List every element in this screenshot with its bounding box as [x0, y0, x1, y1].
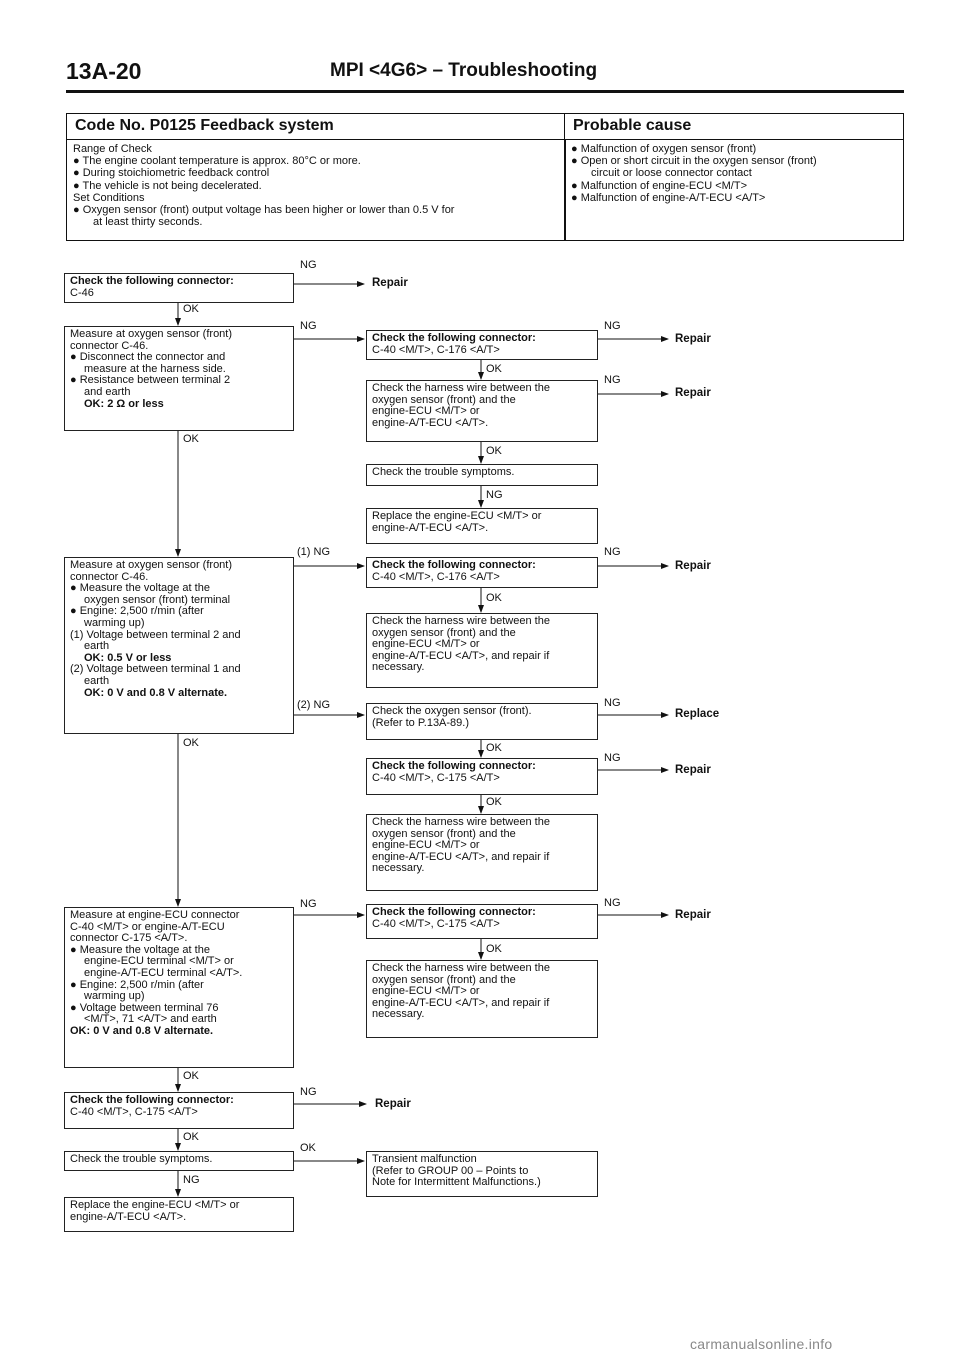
check-harness-wire-box — [366, 380, 598, 442]
check-trouble-symptoms-box — [64, 1151, 294, 1171]
box-line: engine-A/T-ECU <A/T>, and repair if — [372, 996, 550, 1009]
check-connector-c40-c176-box — [366, 557, 598, 588]
check-connector-c40-c175-box — [366, 904, 598, 939]
box-line: Check the following connector: — [372, 906, 536, 918]
ng-label: NG — [300, 1086, 317, 1098]
box-line: ● Resistance between terminal 2 — [70, 374, 231, 387]
box-line: engine-ECU <M/T> or — [372, 405, 480, 418]
measure-resistance-box — [64, 326, 294, 431]
box-line: Check the trouble symptoms. — [372, 466, 515, 478]
box-line: (1) Voltage between terminal 2 and — [70, 628, 241, 641]
box-line: Check the harness wire between the — [372, 615, 550, 627]
box-line: oxygen sensor (front) and the — [372, 626, 516, 639]
info-line: ● The engine coolant temperature is approx. 80°C or more. — [73, 155, 361, 168]
info-line: ● Malfunction of oxygen sensor (front) — [571, 143, 757, 155]
box-line: Transient malfunction — [372, 1153, 477, 1165]
box-line: C-40 <M/T>, C-176 <A/T> — [372, 570, 500, 583]
ok-label: OK — [486, 742, 502, 754]
info-line: ● The vehicle is not being decelerated. — [73, 179, 262, 192]
box-line: Replace the engine-ECU <M/T> or — [70, 1199, 240, 1211]
info-line: ● Open or short circuit in the oxygen sensor (front) — [571, 155, 817, 168]
ok-label: OK — [486, 796, 502, 808]
ng-label: NG — [300, 898, 317, 910]
box-line: Check the following connector: — [70, 1094, 234, 1106]
info-line: ● Malfunction of engine-A/T-ECU <A/T> — [571, 191, 766, 204]
replace-ecu-box — [64, 1197, 294, 1232]
check-trouble-symptoms-box — [366, 464, 598, 486]
check-connector-c40-c175-box — [366, 758, 598, 795]
ng-label: NG — [604, 320, 621, 332]
ok-label: OK — [300, 1142, 316, 1154]
box-line: OK: 0.5 V or less — [84, 651, 172, 664]
ok-label: OK — [486, 363, 502, 375]
ok-label: OK — [486, 943, 502, 955]
box-line: engine-ECU <M/T> or — [372, 638, 480, 651]
box-line: C-40 <M/T>, C-175 <A/T> — [372, 771, 500, 784]
box-line: connector C-46. — [70, 339, 149, 352]
probable-cause-title: Probable cause — [565, 114, 903, 140]
box-line: earth — [84, 674, 110, 687]
box-line: Measure at oxygen sensor (front) — [70, 328, 233, 340]
check-connector-c40-c176-box — [366, 330, 598, 360]
box-line: (Refer to P.13A-89.) — [372, 716, 470, 729]
page-title: MPI <4G6> – Troubleshooting — [330, 60, 598, 81]
ok-label: OK — [183, 433, 199, 445]
box-line: warming up) — [84, 616, 145, 629]
box-line: and earth — [84, 385, 131, 398]
box-line: Measure at oxygen sensor (front) — [70, 559, 233, 571]
repair-action: Repair — [675, 764, 711, 776]
watermark: carmanualsonline.info — [690, 1336, 833, 1352]
measure-voltage-sensor-box — [64, 557, 294, 734]
check-harness-wire-box — [366, 814, 598, 891]
ng-label: NG — [486, 489, 503, 501]
code-title: Code No. P0125 Feedback system — [67, 114, 565, 140]
ng-label: NG — [604, 752, 621, 764]
box-line: engine-ECU terminal <M/T> or — [84, 955, 234, 968]
box-line: Measure at engine-ECU connector — [70, 909, 240, 921]
ng-label: (1) NG — [297, 546, 330, 558]
box-line: connector C-175 <A/T>. — [70, 932, 188, 945]
box-line: engine-A/T-ECU <A/T>. — [372, 416, 489, 429]
box-line: OK: 2 Ω or less — [84, 397, 164, 410]
info-line: ● Malfunction of engine-ECU <M/T> — [571, 179, 747, 192]
check-oxygen-sensor-box — [366, 703, 598, 740]
ng-label: NG — [604, 374, 621, 386]
info-line: at least thirty seconds. — [93, 216, 203, 229]
box-line: Check the harness wire between the — [372, 962, 550, 974]
ok-label: OK — [486, 592, 502, 604]
box-line: Check the oxygen sensor (front). — [372, 705, 532, 717]
ng-label: NG — [183, 1174, 200, 1186]
box-line: ● Voltage between terminal 76 — [70, 1001, 219, 1014]
ok-label: OK — [183, 1070, 199, 1082]
box-line: oxygen sensor (front) and the — [372, 827, 516, 840]
info-line: Set Conditions — [73, 191, 145, 204]
repair-action: Repair — [675, 909, 711, 921]
ng-label: NG — [604, 546, 621, 558]
box-line: necessary. — [372, 661, 425, 674]
box-line: engine-A/T-ECU <A/T>, and repair if — [372, 649, 550, 662]
box-line: earth — [84, 640, 110, 653]
box-line: Replace the engine-ECU <M/T> or — [372, 510, 542, 522]
info-line: ● During stoichiometric feedback control — [73, 167, 270, 180]
box-line: connector C-46. — [70, 570, 149, 583]
box-line: engine-A/T-ECU <A/T>, and repair if — [372, 850, 550, 863]
box-line: engine-A/T-ECU terminal <A/T>. — [84, 966, 243, 979]
box-line: ● Measure the voltage at the — [70, 943, 210, 956]
box-line: (Refer to GROUP 00 – Points to — [372, 1164, 529, 1177]
box-line: ● Engine: 2,500 r/min (after — [70, 605, 204, 618]
repair-action: Repair — [675, 560, 711, 572]
box-line: <M/T>, 71 <A/T> and earth — [84, 1013, 217, 1026]
check-harness-wire-box — [366, 960, 598, 1038]
check-harness-wire-box — [366, 613, 598, 688]
ng-label: NG — [604, 697, 621, 709]
info-line: circuit or loose connector contact — [591, 167, 752, 180]
ok-label: OK — [183, 303, 199, 315]
ng-label: NG — [604, 897, 621, 909]
box-line: ● Measure the voltage at the — [70, 582, 210, 595]
transient-malfunction-box — [366, 1151, 598, 1197]
replace-action: Replace — [675, 708, 720, 720]
ok-label: OK — [486, 445, 502, 457]
box-line: Check the harness wire between the — [372, 816, 550, 828]
box-line: engine-A/T-ECU <A/T>. — [372, 521, 489, 534]
box-line: necessary. — [372, 862, 425, 875]
repair-action: Repair — [675, 387, 711, 399]
box-line: ● Disconnect the connector and — [70, 351, 226, 364]
ng-label: (2) NG — [297, 699, 330, 711]
box-line: OK: 0 V and 0.8 V alternate. — [84, 686, 228, 699]
ok-label: OK — [183, 737, 199, 749]
box-line: engine-A/T-ECU <A/T>. — [70, 1210, 187, 1223]
box-line: C-46 — [70, 286, 94, 299]
box-line: warming up) — [84, 990, 145, 1003]
box-line: Check the following connector: — [372, 559, 536, 571]
box-line: Check the following connector: — [372, 332, 536, 344]
repair-action: Repair — [675, 333, 711, 345]
box-line: Check the following connector: — [70, 275, 234, 287]
box-line: oxygen sensor (front) and the — [372, 973, 516, 986]
repair-action: Repair — [372, 277, 408, 289]
check-connector-c40-c175-box — [64, 1092, 294, 1129]
page-code: 13A-20 — [66, 58, 142, 84]
box-line: necessary. — [372, 1008, 425, 1021]
box-line: engine-ECU <M/T> or — [372, 985, 480, 998]
box-line: oxygen sensor (front) and the — [372, 393, 516, 406]
box-line: Check the trouble symptoms. — [70, 1153, 213, 1165]
check-connector-c46-box — [64, 273, 294, 303]
box-line: ● Engine: 2,500 r/min (after — [70, 978, 204, 991]
info-line: Range of Check — [73, 143, 152, 155]
box-line: Note for Intermittent Malfunctions.) — [372, 1176, 541, 1189]
ok-label: OK — [183, 1131, 199, 1143]
box-line: C-40 <M/T>, C-175 <A/T> — [70, 1105, 198, 1118]
measure-ecu-voltage-box — [64, 907, 294, 1068]
repair-action: Repair — [375, 1098, 411, 1110]
box-line: Check the following connector: — [372, 760, 536, 772]
box-line: OK: 0 V and 0.8 V alternate. — [70, 1024, 214, 1037]
ng-label: NG — [300, 259, 317, 271]
box-line: measure at the harness side. — [84, 362, 226, 375]
box-line: C-40 <M/T> or engine-A/T-ECU — [70, 920, 225, 933]
box-line: oxygen sensor (front) terminal — [84, 593, 231, 606]
box-line: Check the harness wire between the — [372, 382, 550, 394]
box-line: (2) Voltage between terminal 1 and — [70, 663, 241, 676]
info-line: ● Oxygen sensor (front) output voltage has been higher or lower than 0.5 V for — [73, 204, 455, 217]
ng-label: NG — [300, 320, 317, 332]
replace-ecu-box — [366, 508, 598, 544]
box-line: C-40 <M/T>, C-175 <A/T> — [372, 917, 500, 930]
box-line: engine-ECU <M/T> or — [372, 839, 480, 852]
box-line: C-40 <M/T>, C-176 <A/T> — [372, 343, 500, 356]
